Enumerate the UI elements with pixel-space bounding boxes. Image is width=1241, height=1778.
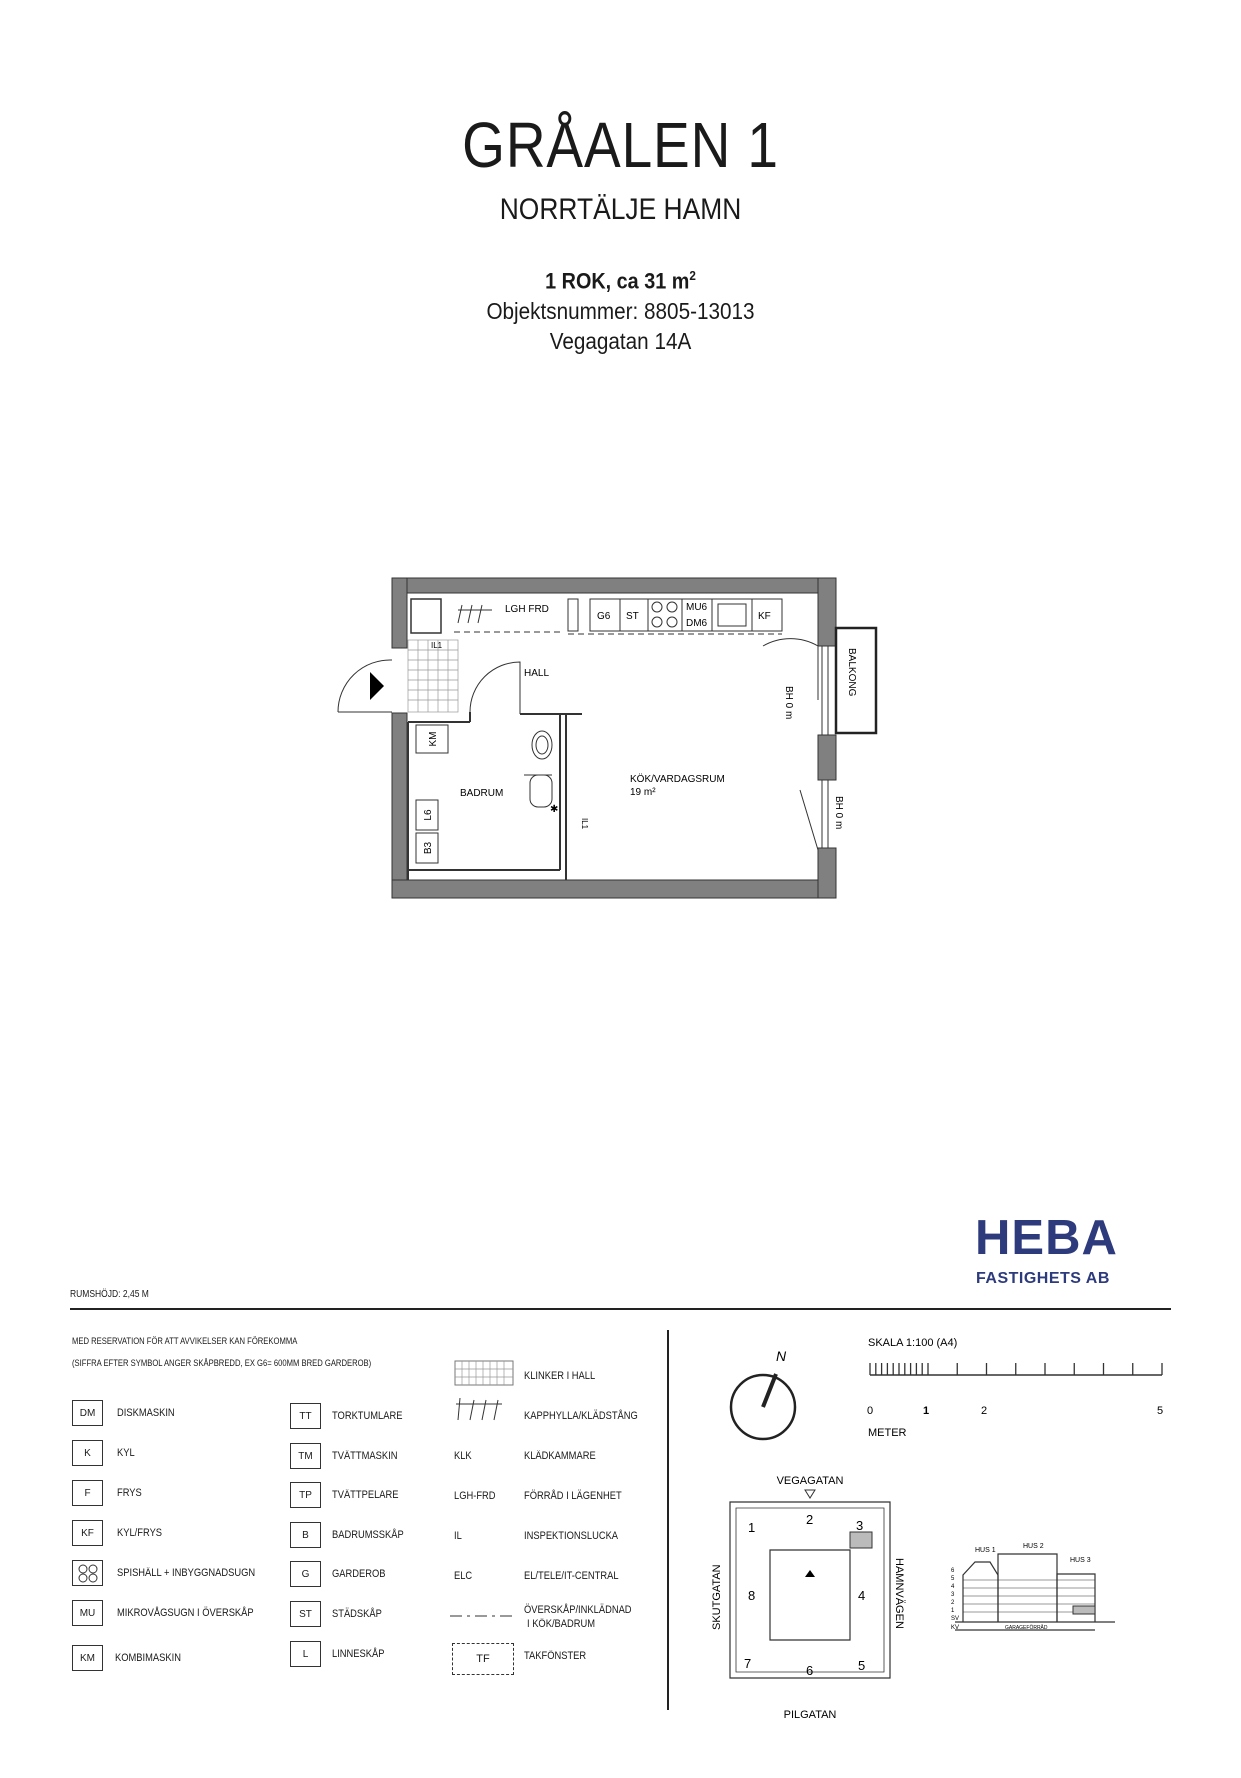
legend-code: L	[290, 1641, 321, 1667]
street-west: SKUTGATAN	[711, 1564, 723, 1630]
dash-line-icon	[450, 1612, 514, 1620]
entrance-door[interactable]	[338, 660, 392, 712]
legend-label: INSPEKTIONSLUCKA	[524, 1530, 619, 1542]
site-number: 5	[858, 1658, 866, 1673]
street-east: HAMNVÄGEN	[893, 1558, 905, 1629]
divider-vertical	[667, 1330, 669, 1710]
legend-code: KLK	[454, 1450, 472, 1462]
legend-label: KYL	[117, 1447, 135, 1459]
site-number: 1	[748, 1520, 756, 1535]
window-height-2: BH 0 m	[833, 796, 844, 830]
wall-west-upper	[392, 578, 407, 648]
legend-label: KYL/FRYS	[117, 1527, 163, 1539]
legend-code: MU	[72, 1600, 103, 1626]
legend-label: DISKMASKIN	[117, 1407, 175, 1419]
address: Vegagatan 14A	[549, 328, 692, 354]
legend-label: SPISHÄLL + INBYGGNADSUGN	[117, 1567, 256, 1579]
legend-label: TAKFÖNSTER	[524, 1650, 587, 1662]
legend-code: K	[72, 1440, 103, 1466]
fixture-st: ST	[626, 611, 639, 622]
legend-code: LGH-FRD	[454, 1490, 496, 1502]
room-label-lghfrd: LGH FRD	[505, 604, 549, 615]
compass-icon	[720, 1348, 810, 1448]
site-number: 4	[858, 1588, 866, 1603]
site-number: 2	[806, 1512, 814, 1527]
legend-label: TVÄTTMASKIN	[332, 1450, 398, 1462]
legend-code: ELC	[454, 1570, 473, 1582]
room-label-badrum: BADRUM	[460, 788, 504, 799]
coat-rack-icon	[454, 1398, 504, 1424]
section-level-label: 4	[951, 1584, 955, 1590]
section-level-label: 5	[951, 1576, 955, 1582]
fixture-il1-b: IL1	[580, 818, 589, 830]
skylight-icon: TF	[452, 1643, 514, 1675]
tile-symbol-icon	[454, 1360, 516, 1386]
tile-area	[408, 640, 458, 712]
legend-code: TT	[290, 1403, 321, 1429]
scale-bar	[860, 1330, 1180, 1440]
site-number: 7	[744, 1656, 752, 1671]
window-height-1: BH 0 m	[783, 686, 794, 720]
fixture-mu6: MU6	[686, 602, 708, 613]
legend-label: KLINKER I HALL	[524, 1370, 596, 1382]
stove-icon	[72, 1560, 103, 1586]
hall-door[interactable]	[470, 662, 520, 714]
scale-unit: METER	[868, 1427, 907, 1439]
fixture-dm6: DM6	[686, 618, 708, 629]
brand-subtitle: FASTIGHETS AB	[976, 1270, 1110, 1287]
site-plan	[700, 1470, 920, 1730]
legend-label: FÖRRÅD I LÄGENHET	[524, 1490, 622, 1502]
legend-code: B	[290, 1522, 321, 1548]
divider	[70, 1308, 1171, 1310]
scale-tick-label: 2	[981, 1405, 988, 1417]
legend-label: TORKTUMLARE	[332, 1410, 403, 1422]
legend-label: ÖVERSKÅP/INKLÄDNAD	[524, 1604, 632, 1616]
legend-label: TVÄTTPELARE	[332, 1489, 399, 1501]
scale-title: SKALA 1:100 (A4)	[868, 1337, 958, 1349]
fixture-kf: KF	[758, 611, 771, 622]
section-level-label: KV	[951, 1625, 960, 1631]
page-subtitle: NORRTÄLJE HAMN	[499, 193, 742, 226]
section-label-garage: GARAGEFÖRRÅD	[1005, 1625, 1048, 1631]
building-section	[945, 1540, 1125, 1640]
legend-label: KOMBIMASKIN	[115, 1652, 181, 1664]
room-label-balkong: BALKONG	[846, 648, 857, 697]
window-lower	[800, 780, 828, 850]
section-label-hus2: HUS 2	[1023, 1543, 1044, 1550]
legend-label: STÄDSKÅP	[332, 1608, 382, 1620]
legend-code: ST	[290, 1601, 321, 1627]
fixture-g6: G6	[597, 611, 611, 622]
fixture-b3: B3	[423, 841, 434, 855]
legend-note-2: (SIFFRA EFTER SYMBOL ANGER SKÅPBREDD, EX G6= 600MM BRED GARDEROB)	[72, 1358, 372, 1368]
street-south: PILGATAN	[783, 1709, 837, 1721]
section-level-label: 3	[951, 1592, 955, 1598]
wall-south	[392, 880, 836, 898]
street-north: VEGAGATAN	[776, 1475, 844, 1487]
floor-plan	[320, 560, 890, 910]
section-level-label: SV	[951, 1616, 960, 1622]
legend-code: IL	[454, 1530, 462, 1542]
room-height: RUMSHÖJD: 2,45 M	[70, 1289, 149, 1300]
section-label-hus3: HUS 3	[1070, 1557, 1091, 1564]
site-number: 6	[806, 1663, 814, 1678]
wall-west-lower	[392, 713, 407, 898]
legend-label: FRYS	[117, 1487, 142, 1499]
fixture-l6: L6	[423, 809, 434, 821]
wall-east-mid	[818, 735, 836, 780]
fixture-km: KM	[428, 731, 439, 747]
legend-code: KF	[72, 1520, 103, 1546]
room-label-hall: HALL	[524, 668, 550, 679]
wall-north	[392, 578, 836, 593]
section-label-hus1: HUS 1	[975, 1547, 996, 1554]
legend-label-extra: I KÖK/BADRUM	[527, 1618, 596, 1630]
fixture-il1: IL1	[431, 641, 443, 650]
section-level-label: 1	[951, 1608, 955, 1614]
legend-label: KLÄDKAMMARE	[524, 1450, 596, 1462]
wall-east-lower	[818, 848, 836, 898]
object-number: Objektsnummer: 8805-13013	[486, 298, 755, 324]
section-level-label: 6	[951, 1568, 955, 1574]
site-number: 3	[856, 1518, 864, 1533]
scale-tick-label: 1	[923, 1405, 930, 1417]
apartment-type: 1 ROK, ca 31 $m^2$	[545, 268, 696, 294]
room-area-kok: 19 m²	[630, 787, 656, 798]
site-number: 8	[748, 1588, 756, 1603]
legend-label: LINNESKÅP	[332, 1648, 385, 1660]
section-level-label: 2	[951, 1600, 955, 1606]
legend-code: DM	[72, 1400, 103, 1426]
brand-logo: HEBA	[975, 1211, 1118, 1265]
legend-note-1: MED RESERVATION FÖR ATT AVVIKELSER KAN FÖREKOMMA	[72, 1336, 298, 1346]
room-label-kok: KÖK/VARDAGSRUM	[630, 774, 725, 785]
light-icon: ✱	[550, 804, 559, 815]
legend-code: F	[72, 1480, 103, 1506]
legend-label: GARDEROB	[332, 1568, 386, 1580]
legend-code: TM	[290, 1443, 321, 1469]
legend-label: KAPPHYLLA/KLÄDSTÅNG	[524, 1410, 638, 1422]
compass-north-label: N	[776, 1348, 787, 1364]
legend-label: BADRUMSSKÅP	[332, 1529, 404, 1541]
legend-code: G	[290, 1561, 321, 1587]
scale-tick-label: 5	[1157, 1405, 1164, 1417]
current-building-marker	[850, 1532, 872, 1548]
legend-label: EL/TELE/IT-CENTRAL	[524, 1570, 619, 1582]
wall-east-upper	[818, 578, 836, 646]
legend-code: TP	[290, 1482, 321, 1508]
scale-tick-label: 0	[867, 1405, 874, 1417]
legend-label: MIKROVÅGSUGN I ÖVERSKÅP	[117, 1607, 254, 1619]
legend-code: KM	[72, 1645, 103, 1671]
page-title: GRÅALEN 1	[462, 109, 779, 181]
